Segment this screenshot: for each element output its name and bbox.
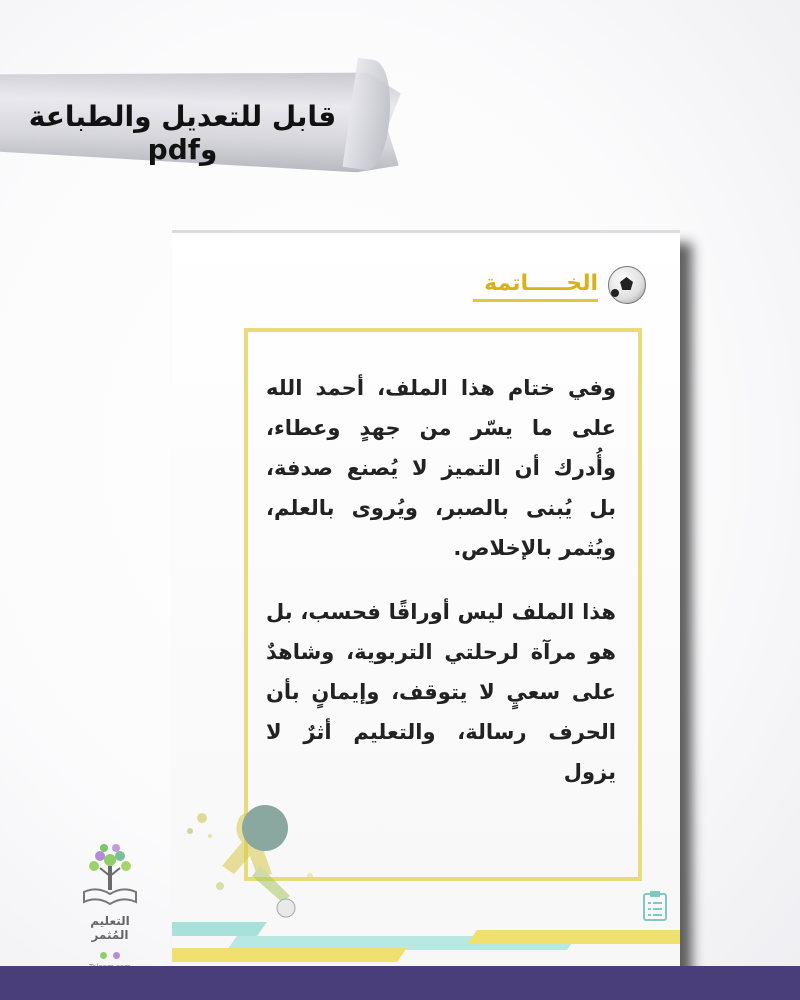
logo-dots — [70, 944, 150, 963]
paragraph-2: هذا الملف ليس أوراقًا فحسب، بل هو مرآة لرحلتي التربوية، وشاهدٌ على سعيٍ لا يتوقف، وإيمانٍ بأن الحرف رسالة، والتعليم أثرٌ لا يزول — [266, 600, 616, 784]
page-top-line — [172, 230, 680, 233]
brand-logo — [70, 842, 150, 962]
section-header — [484, 266, 646, 304]
logo-name: التعليم المُثمر — [90, 914, 130, 942]
title-underline — [473, 299, 598, 302]
decor-circle — [242, 805, 288, 851]
decor-stripe — [172, 948, 407, 962]
paragraph-1: وفي ختام هذا الملف، أحمد الله على ما يسّر من جهدٍ وعطاء، وأُدرك أن التميز لا يُصنع صدفة، بل يُبنى بالصبر، ويُروى بالعلم، ويُثمر بالإخلاص. — [266, 376, 616, 560]
banner-text: قابل للتعديل والطباعة وpdf — [28, 100, 337, 166]
bottom-band — [0, 966, 800, 1000]
page-title — [484, 271, 598, 300]
soccer-ball-icon — [608, 266, 646, 304]
clipboard-checklist-icon — [642, 890, 668, 922]
document-page — [172, 230, 680, 978]
tree-book-icon — [78, 842, 142, 912]
body-text — [266, 368, 616, 816]
decor-stripe — [467, 930, 680, 944]
page-title-text: الخـــــاتمة — [484, 270, 598, 296]
decor-stripe — [172, 922, 267, 936]
